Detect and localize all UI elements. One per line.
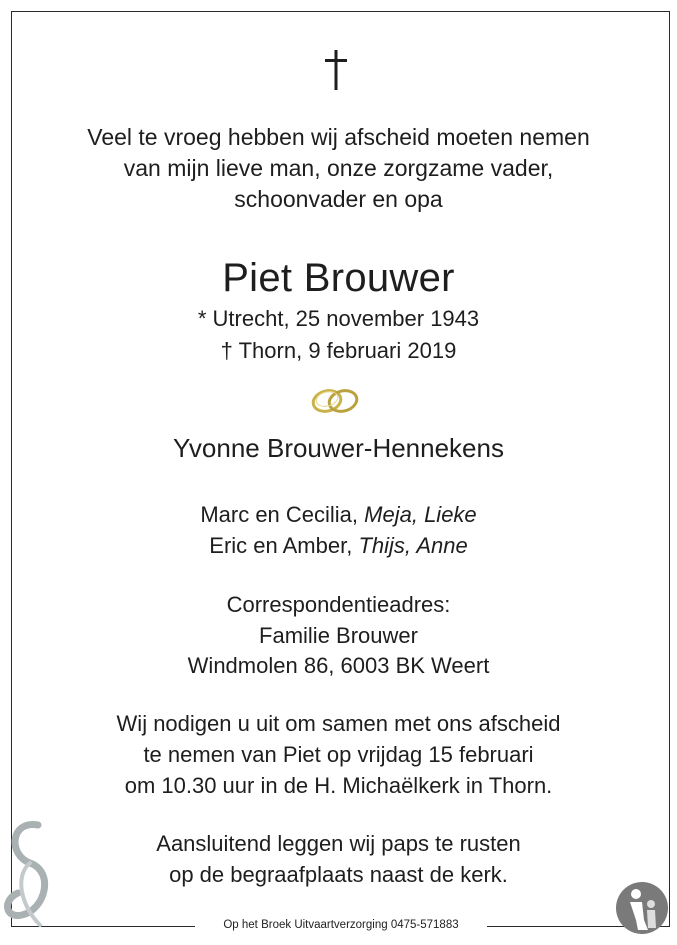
birth-line: * Utrecht, 25 november 1943 xyxy=(197,306,480,331)
burial-line-2: op de begraafplaats naast de kerk. xyxy=(169,862,508,887)
undertaker-logo-icon xyxy=(614,880,670,936)
burial-line-1: Aansluitend leggen wij paps te rusten xyxy=(156,831,521,856)
family-parents: Eric en Amber, xyxy=(209,533,353,558)
correspondence-name: Familie Brouwer xyxy=(259,623,418,648)
spouse-name: Yvonne Brouwer-Hennekens xyxy=(173,433,504,463)
correspondence-address: Windmolen 86, 6003 BK Weert xyxy=(187,653,490,678)
family-line-1 xyxy=(0,502,677,528)
death-line: † Thorn, 9 februari 2019 xyxy=(220,338,457,363)
swirl-logo-icon xyxy=(0,815,60,935)
intro-line-2: van mijn lieve man, onze zorgzame vader, xyxy=(123,155,554,181)
invitation-line-1: Wij nodigen u uit om samen met ons afscheid xyxy=(116,711,561,736)
family-children: Thijs, Anne xyxy=(358,533,468,558)
invitation-line-2: te nemen van Piet op vrijdag 15 februari xyxy=(143,742,534,767)
intro-line-1: Veel te vroeg hebben wij afscheid moeten nemen xyxy=(87,124,590,150)
cross-icon xyxy=(324,50,348,90)
invitation-line-3: om 10.30 uur in de H. Michaëlkerk in Thorn. xyxy=(124,773,553,798)
family-children: Meja, Lieke xyxy=(364,502,477,527)
wedding-rings-icon xyxy=(305,384,365,418)
intro-line-3: schoonvader en opa xyxy=(234,186,443,212)
family-parents: Marc en Cecilia, xyxy=(200,502,359,527)
family-line-2 xyxy=(0,533,677,559)
footer-undertaker: Op het Broek Uitvaartverzorging 0475-571883 xyxy=(223,919,459,931)
deceased-name: Piet Brouwer xyxy=(222,256,455,300)
correspondence-label: Correspondentieadres: xyxy=(226,592,451,617)
